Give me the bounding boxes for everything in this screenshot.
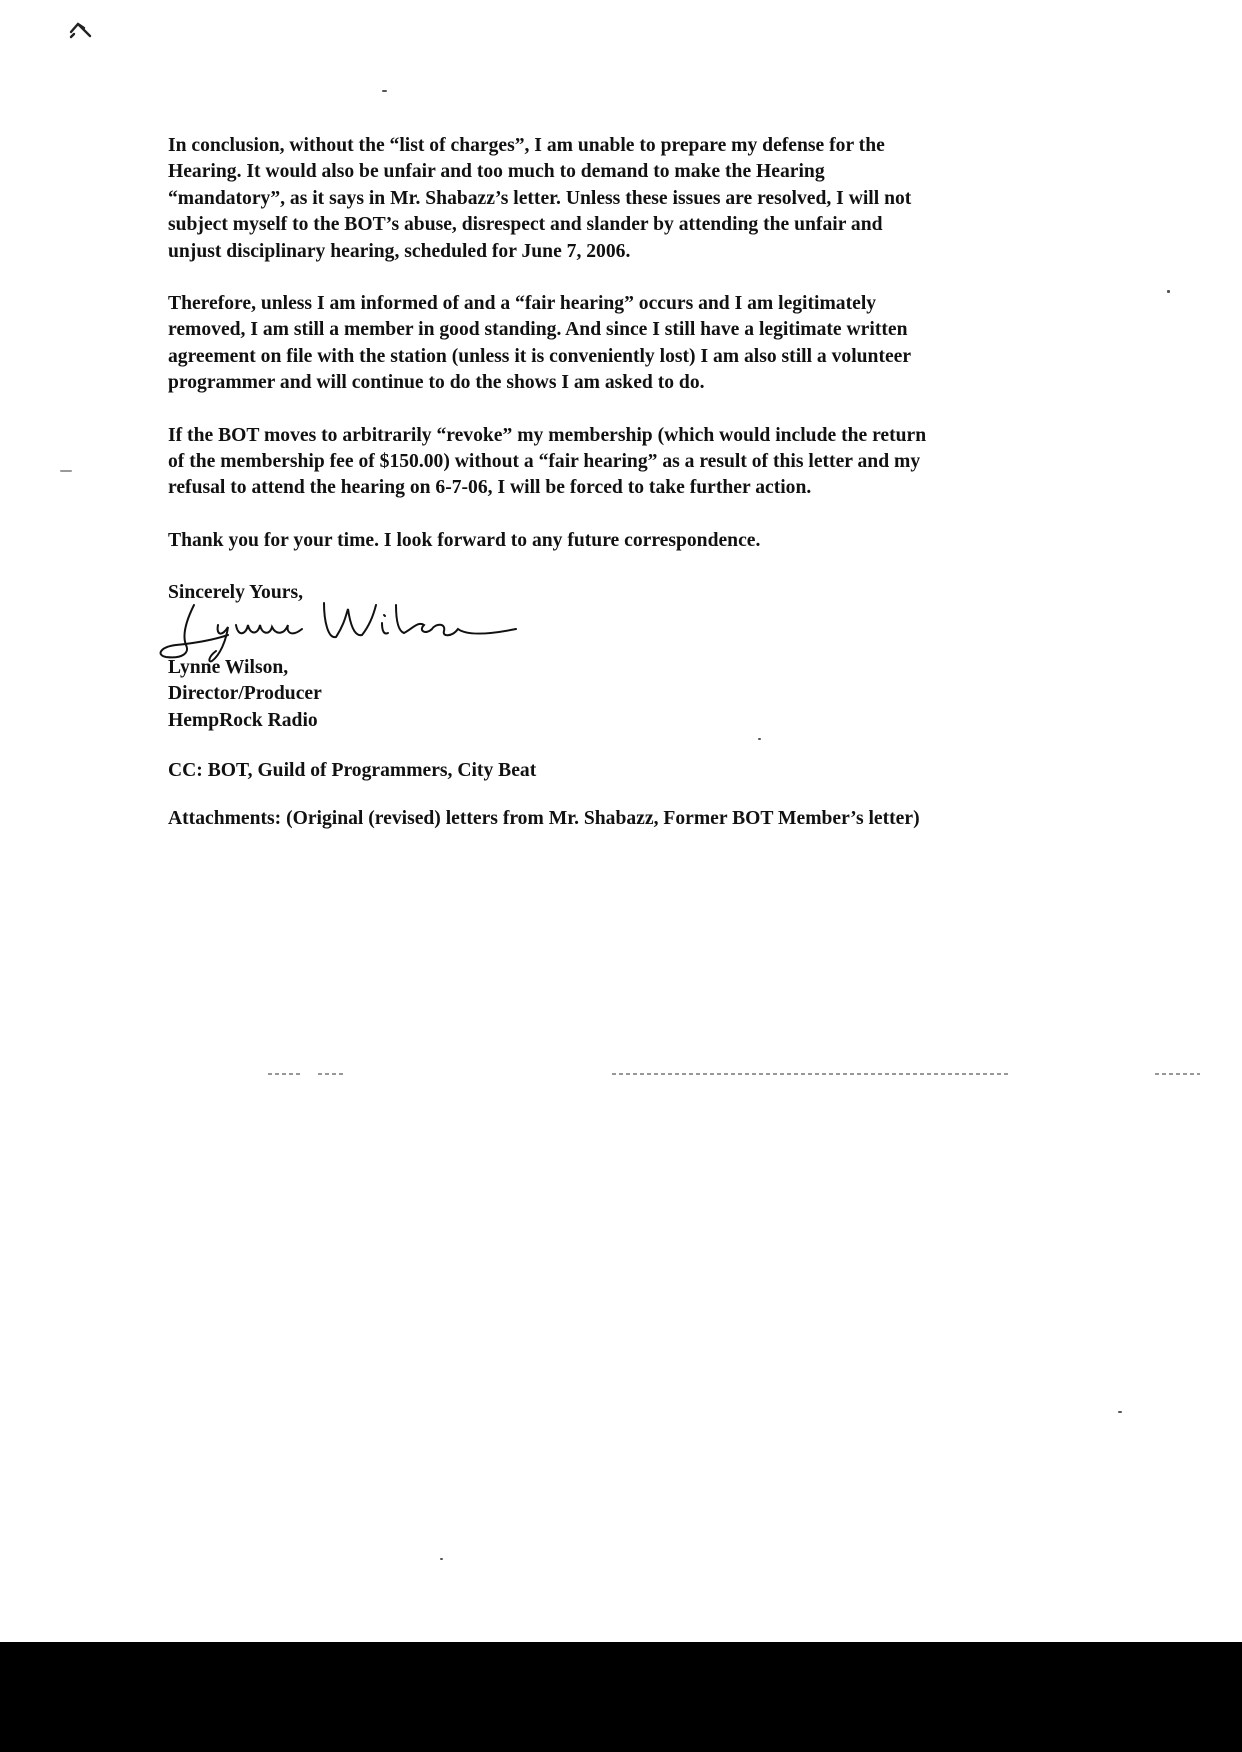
closing-salutation: Sincerely Yours, bbox=[168, 582, 303, 604]
scan-speck bbox=[440, 1558, 443, 1560]
sender-organization: HempRock Radio bbox=[168, 709, 318, 731]
paragraph-thanks bbox=[168, 528, 1068, 554]
scan-speck bbox=[60, 470, 72, 472]
sender-title: Director/Producer bbox=[168, 683, 322, 705]
text-line: Therefore, unless I am informed of and a “fair hearing” occurs and I am legitimately bbox=[168, 293, 877, 315]
text-line: “mandatory”, as it says in Mr. Shabazz’s letter. Unless these issues are resolved, I will not bbox=[168, 187, 912, 209]
scan-artifact-dashes bbox=[0, 1072, 1242, 1076]
text-line: subject myself to the BOT’s abuse, disrespect and slander by attending the unfair and bbox=[168, 214, 883, 236]
text-line: removed, I am still a member in good standing. And since I still have a legitimate written bbox=[168, 319, 908, 341]
text-line: programmer and will continue to do the shows I am asked to do. bbox=[168, 372, 705, 394]
text-line: agreement on file with the station (unless it is conveniently lost) I am also still a volunteer bbox=[168, 345, 912, 367]
text-line: refusal to attend the hearing on 6-7-06, I will be forced to take further action. bbox=[168, 477, 812, 499]
cc-line: CC: BOT, Guild of Programmers, City Beat bbox=[168, 759, 537, 781]
text-line: In conclusion, without the “list of charges”, I am unable to prepare my defense for the bbox=[168, 135, 885, 156]
text-line: Hearing. It would also be unfair and too much to demand to make the Hearing bbox=[168, 161, 825, 183]
paragraph-conclusion bbox=[168, 133, 1068, 265]
scan-speck bbox=[1118, 1411, 1122, 1413]
signature-area bbox=[168, 601, 1068, 655]
text-line: unjust disciplinary hearing, scheduled for June 7, 2006. bbox=[168, 240, 631, 262]
text-line: If the BOT moves to arbitrarily “revoke” my membership (which would include the return bbox=[168, 424, 927, 446]
paragraph-therefore bbox=[168, 291, 1068, 397]
sender-block bbox=[168, 655, 1068, 734]
scan-speck bbox=[1167, 290, 1170, 293]
text-line: Thank you for your time. I look forward to any future correspondence. bbox=[168, 529, 761, 551]
sender-name: Lynne Wilson, bbox=[168, 656, 289, 678]
handwritten-signature bbox=[156, 595, 576, 665]
scan-bottom-border bbox=[0, 1642, 1242, 1752]
attachments-line: Attachments: (Original (revised) letters from Mr. Shabazz, Former BOT Member’s letter) bbox=[168, 808, 920, 830]
letter-body bbox=[168, 133, 1068, 833]
scan-corner-mark bbox=[68, 18, 96, 40]
paragraph-revoke bbox=[168, 423, 1068, 502]
scan-speck bbox=[382, 90, 387, 92]
text-line: of the membership fee of $150.00) without a “fair hearing” as a result of this letter and my bbox=[168, 451, 921, 473]
